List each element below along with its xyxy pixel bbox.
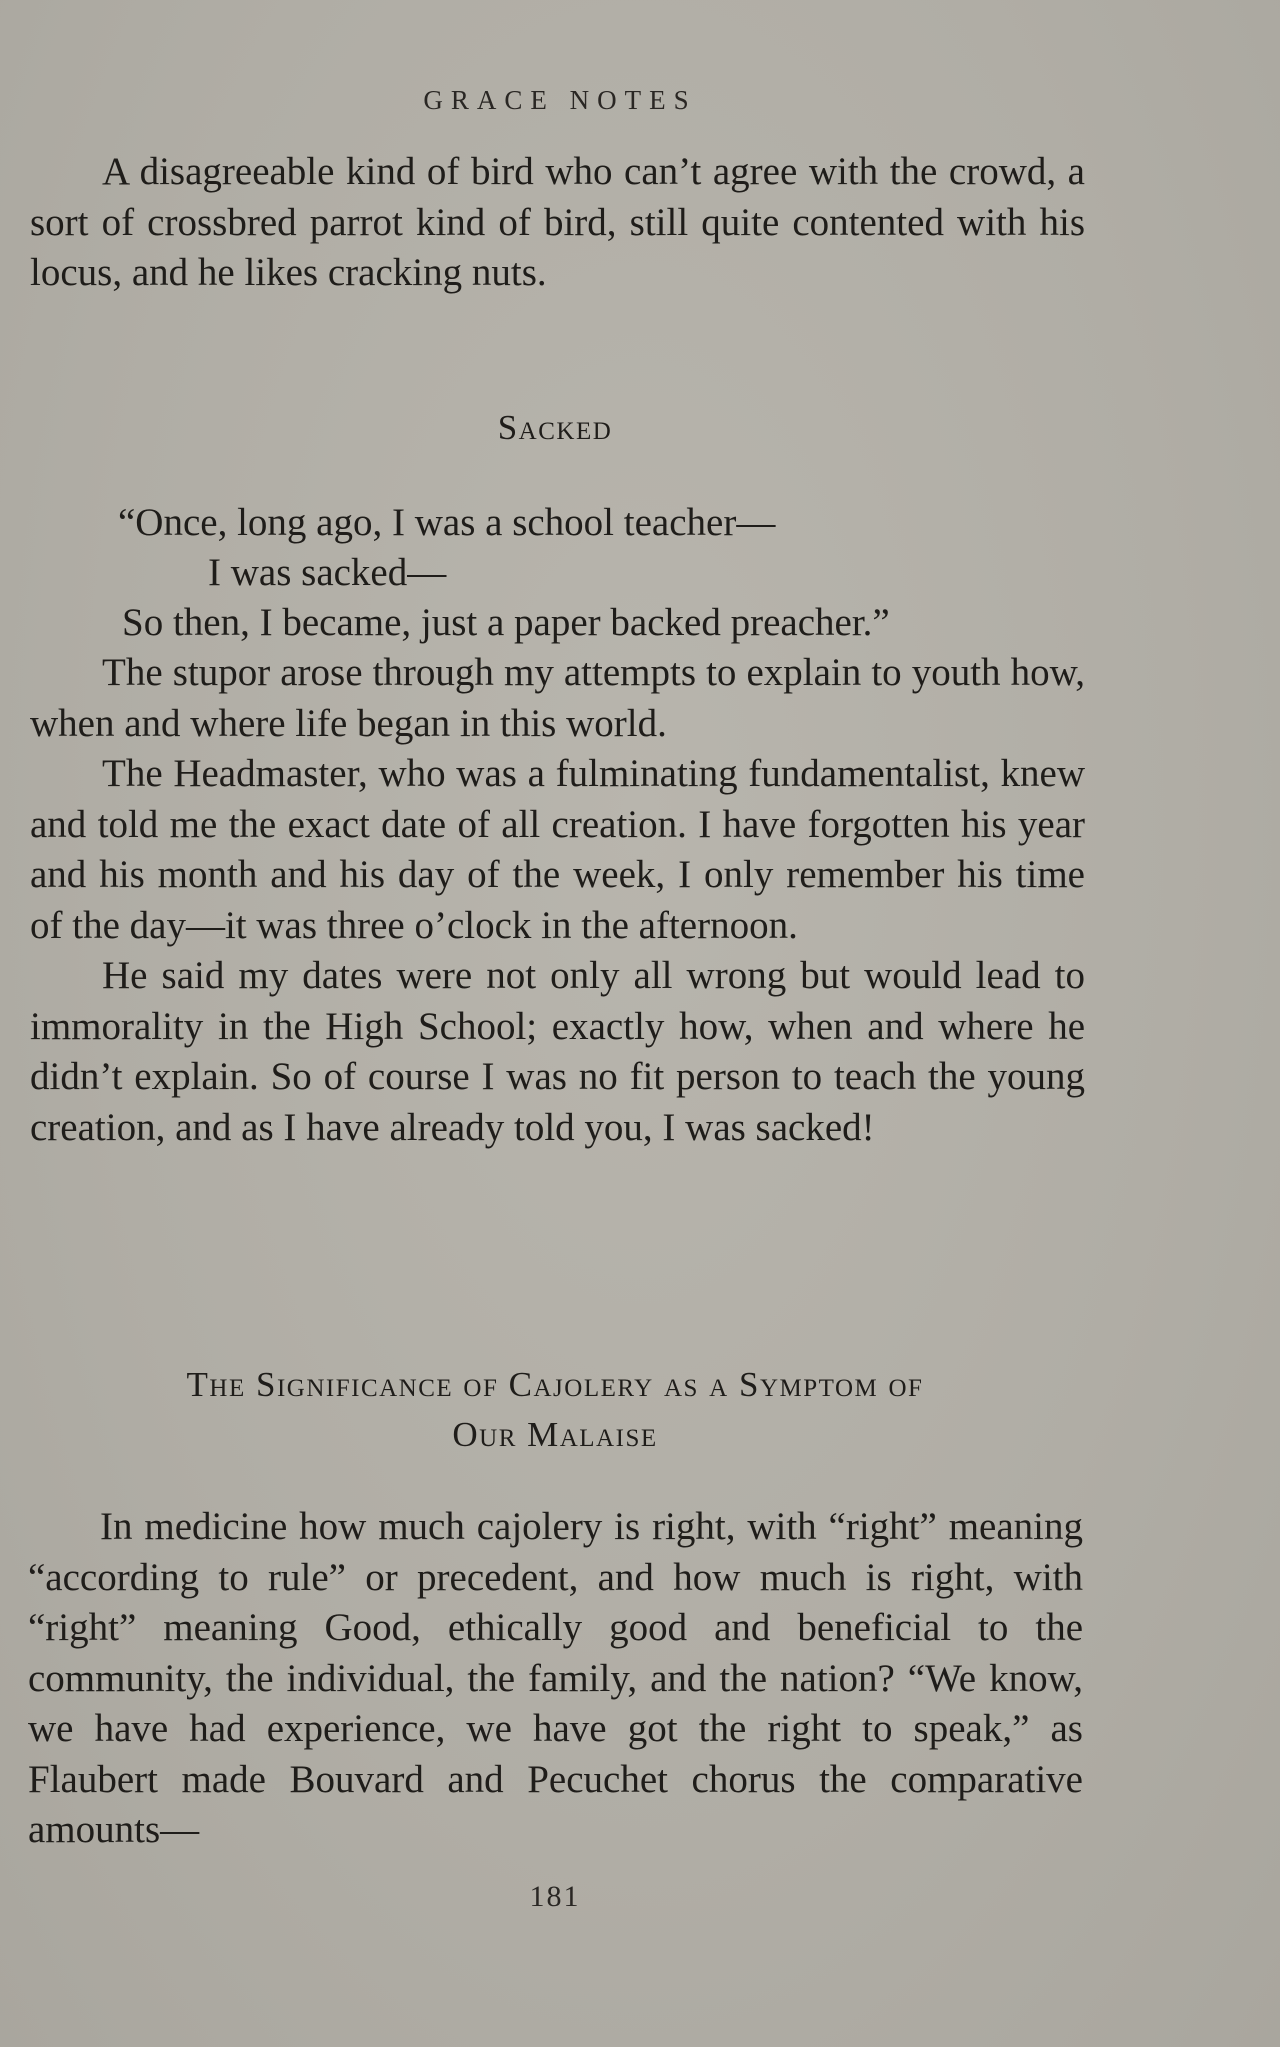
intro-paragraph: A disagreeable kind of bird who can’t agree with the crowd, a sort of crossbred parrot kind of bird, still quite contented with his locus, and he likes cracking nuts. <box>30 150 1085 294</box>
section-heading-sacked: Sacked <box>497 408 613 447</box>
verse-line-3: So then, I became, just a paper backed preacher.” <box>122 601 890 644</box>
sacked-paragraph-1: The stupor arose through my attempts to explain to youth how, when and where life began in this world. <box>30 651 1085 745</box>
page-number: 181 <box>529 1880 581 1913</box>
section-heading-cajolery-line-2: Our Malaise <box>452 1415 658 1454</box>
verse-line-1: “Once, long ago, I was a school teacher— <box>118 501 776 544</box>
section-heading-cajolery-line-1: The Significance of Cajolery as a Symptom of <box>186 1365 924 1404</box>
cajolery-body <box>28 1502 1083 1856</box>
sacked-body <box>30 648 1085 1153</box>
sacked-paragraph-2: The Headmaster, who was a fulminating fundamentalist, knew and told me the exact date of all creation. I have forgotten his year and his month and his day of the week, I only remember his time of the day—it was three o’clock in the afternoon. <box>30 752 1085 947</box>
cajolery-paragraph: In medicine how much cajolery is right, with “right” meaning “according to rule” or precedent, and how much is right, with “right” meaning Good, ethically good and beneficial to the community, the individual, the family, and the nation? “We know, we have had experience, we have got the right to speak,” as Flaubert made Bouvard and Pecuchet chorus the comparative amounts— <box>28 1505 1083 1851</box>
sacked-paragraph-3: He said my dates were not only all wrong but would lead to immorality in the High School; exactly how, when and where he didn’t explain. So of course I was no fit person to teach the young creation, and as I have already told you, I was sacked! <box>30 954 1085 1149</box>
verse-line-2: I was sacked— <box>208 551 447 594</box>
running-head: GRACE NOTES <box>423 85 697 115</box>
intro-text <box>30 147 1085 299</box>
